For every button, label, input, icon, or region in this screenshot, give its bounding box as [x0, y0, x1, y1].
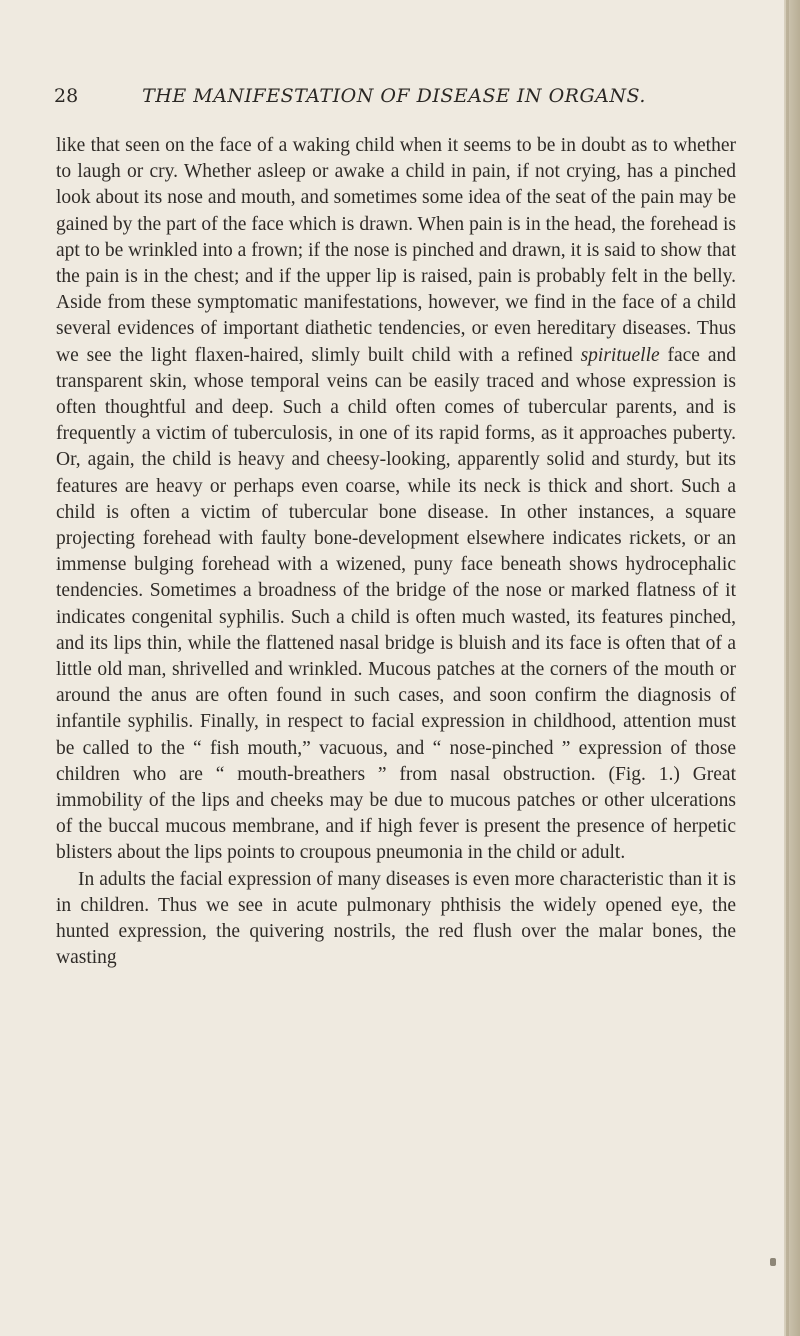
page-edge — [784, 0, 800, 1336]
paragraph-2: In adults the facial expression of many diseases is even more characteristic than it is in children. Thus we see in acute pulmonary phthisis the widely opened eye, the hunted expression, the quivering nostrils, the red flush over the malar bones, the wasting — [56, 868, 736, 969]
paragraph-1-part-1: like that seen on the face of a waking child when it seems to be in doubt as to whether to laugh or cry. Whether asleep or awake a child in pain, if not crying, has a pinched look about its nose and mouth, and sometimes some idea of the seat of the pain may be gained by the part of the face which is drawn. When pain is in the head, the forehead is apt to be wrinkled into a frown; if the nose is pinched and drawn, it is said to show that the pain is in the chest; and if the upper lip is raised, pain is probably felt in the belly. Aside from these symptomatic manifestations, however, we find in the face of a child several evidences of important diathetic tendencies, or even hereditary diseases. Thus we see the light flaxen-haired, slimly built child with a refined — [56, 135, 736, 366]
margin-mark — [770, 1258, 776, 1266]
paragraph-1 — [56, 133, 736, 867]
running-title: THE MANIFESTATION OF DISEASE IN ORGANS. — [142, 85, 646, 107]
italic-term: spirituelle — [580, 344, 660, 366]
page-number: 28 — [54, 85, 79, 107]
page-header — [54, 85, 734, 115]
body-text — [56, 133, 736, 972]
paragraph-1-part-2: face and transparent skin, whose temporal veins can be easily traced and whose expression is often thoughtful and deep. Such a child often comes of tubercular parents, and is frequently a victim of tuberculosis, in one of its rapid forms, as it approaches puberty. Or, again, the child is heavy and cheesy-looking, apparently solid and sturdy, but its features are heavy or perhaps even coarse, while its neck is thick and short. Such a child is often a victim of tubercular bone disease. In other instances, a square projecting forehead with faulty bone-development elsewhere indicates rickets, or an immense bulging forehead with a wizened, puny face beneath shows hydrocephalic tendencies. Sometimes a broadness of the bridge of the nose or marked flatness of it indicates congenital syphilis. Such a child is often much wasted, its features pinched, and its lips thin, while the flattened nasal bridge is bluish and its face is often that of a little old man, shrivelled and wrinkled. Mucous patches at the corners of the mouth or around the anus are often found in such cases, and soon confirm the diagnosis of infantile syphilis. Finally, in respect to facial expression in childhood, attention must be called to the “ fish mouth,” vacuous, and “ nose-pinched ” expression of those children who are “ mouth-breathers ” from nasal obstruction. (Fig. 1.) Great immobility of the lips and cheeks may be due to mucous patches or other ulcerations of the buccal mucous membrane, and if high fever is present the presence of herpetic blisters about the lips points to croupous pneumonia in the child or adult. — [56, 344, 736, 864]
